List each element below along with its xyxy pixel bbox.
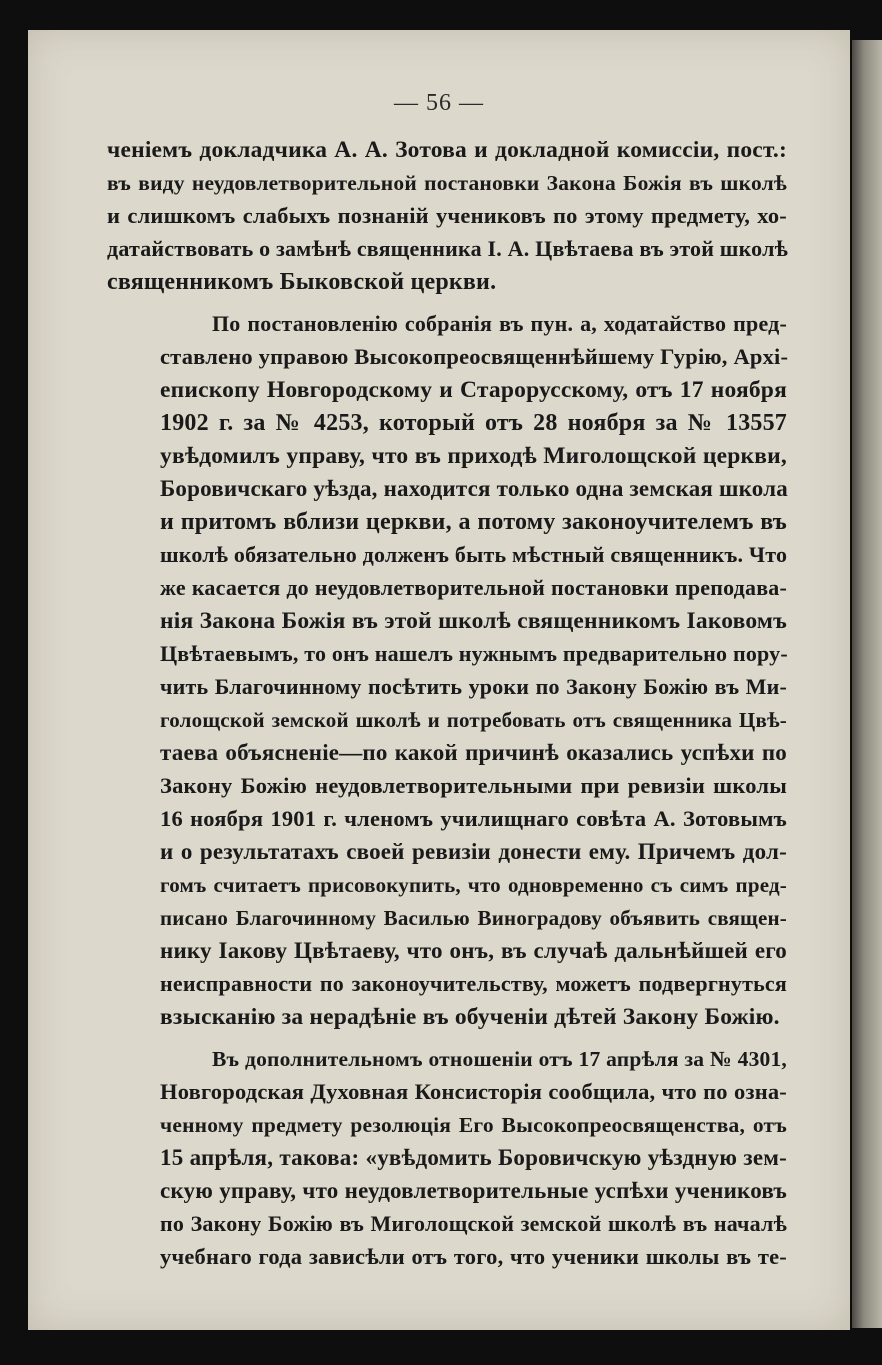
text-line: голощской земской школѣ и потребовать отъ священника Цвѣ- [160,708,787,732]
text-line: Боровичскаго уѣзда, находится только одна земская школа [160,476,788,501]
text-line: священникомъ Быковской церкви. [107,269,497,295]
text-line: неисправности по законоучительству, можетъ подвергнуться [160,971,787,996]
text-line: ченіемъ докладчика А. А. Зотова и докладной комиссіи, пост.: [107,137,787,163]
text-line: ченному предмету резолюція Его Высокопреосвященства, отъ [160,1113,787,1137]
text-line: 1902 г. за № 4253, который отъ 28 ноября за № 13557 [160,410,787,436]
book-page [28,30,850,1330]
text-line: епископу Новгородскому и Старорусскому, отъ 17 ноября [160,377,787,403]
text-line: 15 апрѣля, такова: «увѣдомить Боровичскую уѣздную зем- [160,1145,787,1170]
text-line: По постановленію собранія въ пун. а, ходатайство пред- [212,311,787,336]
text-line: Въ дополнительномъ отношеніи отъ 17 апрѣля за № 4301, [212,1047,787,1071]
text-line: и слишкомъ слабыхъ познаній учениковъ по этому предмету, хо- [107,203,787,228]
text-line: гомъ считаетъ присовокупить, что одновременно съ симъ пред- [160,873,787,897]
text-line: увѣдомилъ управу, что въ приходѣ Миголощской церкви, [160,443,787,469]
text-line: Цвѣтаевымъ, то онъ нашелъ нужнымъ предварительно пору- [160,641,788,666]
text-line: нику Іакову Цвѣтаеву, что онъ, въ случаѣ дальнѣйшей его [160,938,787,963]
text-line: взысканію за нерадѣніе въ обученіи дѣтей Закону Божію. [160,1004,780,1030]
text-line: школѣ обязательно долженъ быть мѣстный священникъ. Что [160,542,788,567]
text-line: чить Благочинному посѣтить уроки по Закону Божію въ Ми- [160,674,787,699]
text-line: таева объясненіе—по какой причинѣ оказались успѣхи по [160,740,787,765]
text-line: и притомъ вблизи церкви, а потому законоучителемъ въ [160,509,787,535]
text-line: и о результатахъ своей ревизіи донести ему. Причемъ дол- [160,839,787,864]
text-line: же касается до неудовлетворительной постановки преподава- [160,575,787,600]
text-line: 16 ноября 1901 г. членомъ училищнаго совѣта А. Зотовымъ [160,806,787,831]
text-line: Закону Божію неудовлетворительными при ревизіи школы [160,773,787,798]
text-line: писано Благочинному Василью Виноградову объявить священ- [160,906,787,930]
page-number: — 56 — [394,90,484,116]
adjacent-page-edge [852,40,882,1328]
text-line: въ виду неудовлетворительной постановки Закона Божія въ школѣ [107,171,787,195]
text-line: нія Закона Божія въ этой школѣ священникомъ Іаковомъ [160,608,787,634]
text-line: по Закону Божію въ Миголощской земской школѣ въ началѣ [160,1211,787,1236]
text-line: скую управу, что неудовлетворительные успѣхи учениковъ [160,1178,787,1203]
text-line: учебнаго года зависѣли отъ того, что ученики школы въ те- [160,1244,787,1269]
text-line: датайствовать о замѣнѣ священника І. А. Цвѣтаева въ этой школѣ [107,236,789,261]
text-line: ставлено управою Высокопреосвященнѣйшему Гурію, Архі- [160,344,789,369]
text-line: Новгородская Духовная Консисторія сообщила, что по озна- [160,1079,787,1104]
